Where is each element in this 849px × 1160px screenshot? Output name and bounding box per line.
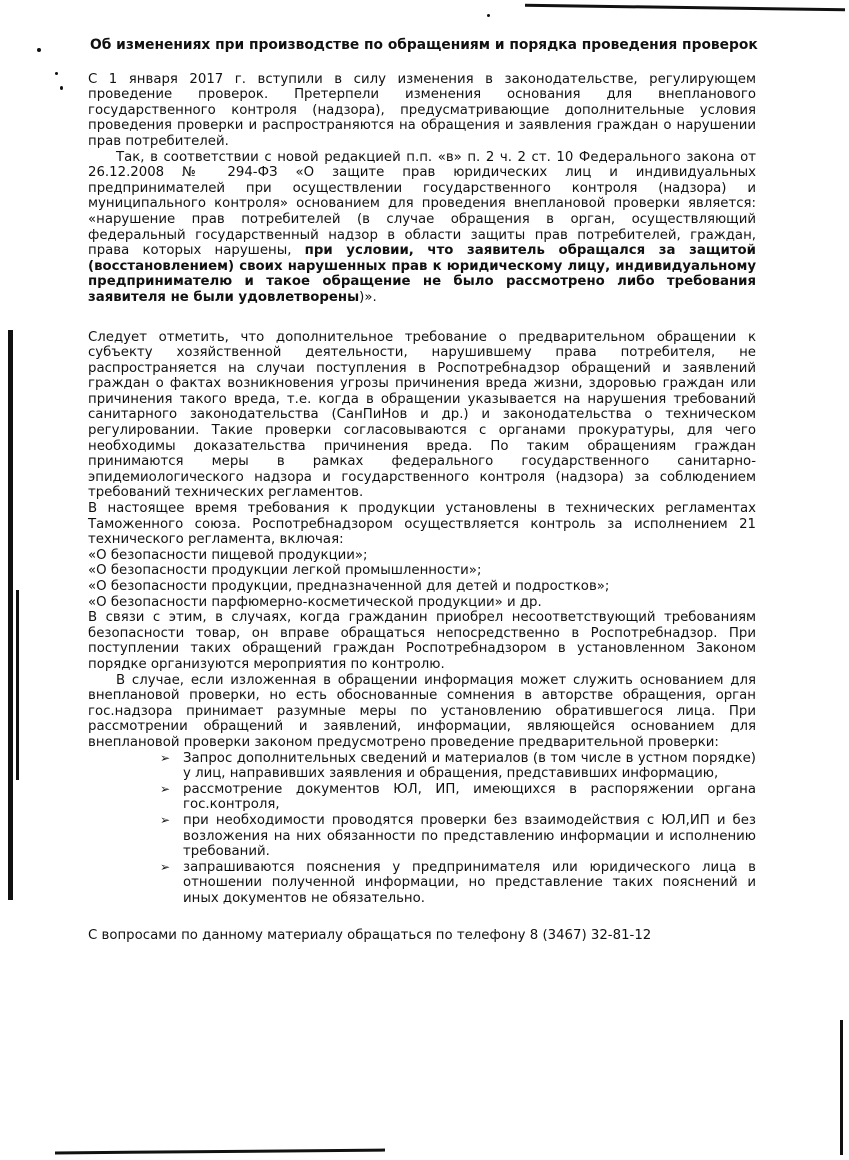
scan-line-top [525, 4, 845, 11]
scan-dot [60, 86, 63, 90]
document-body [88, 38, 756, 944]
regulation-item: «О безопасности продукции, предназначенной для детей и подростков»; [88, 579, 610, 594]
scan-margin-bar [16, 590, 19, 780]
paragraph-exception: Следует отметить, что дополнительное требование о предварительном обращении к субъекту хозяйственной деятельности, нарушившему права потребителя, не распространяется на случаи поступления в Роспотребнадзор обращений и заявлений граждан о фактах возникновения угрозы причинения вреда жизни, здоровью граждан или причинения такого вреда, т.е. когда в обращении указывается на нарушения требований санитарного законодательства (СанПиНов и др.) и законодательства о техническом регулировании. Такие проверки согласовываются с органами прокуратуры, для чего необходимы доказательства причинения вреда. По таким обращениям граждан принимаются меры в рамках федерального государственного санитарно-эпидемиологического надзора и государственного контроля (надзора) за соблюдением требований технических регламентов. [88, 329, 756, 501]
paragraph-preliminary-check: В случае, если изложенная в обращении информация может служить основанием для внеплановой проверки, но есть обоснованные сомнения в авторстве обращения, орган гос.надзора принимает разумные меры по установлению обратившегося лица. При рассмотрении обращений и заявлений, информации, являющейся основанием для внеплановой проверки законом предусмотрено проведение предварительной проверки: [88, 672, 756, 750]
regulation-item: «О безопасности парфюмерно-косметической продукции» и др. [88, 594, 542, 610]
list-item-text: Запрос дополнительных сведений и материалов (в том числе в устном порядке) у лиц, направивших заявления и обращения, представивших информацию, [183, 750, 756, 782]
paragraph-direct-appeal: В связи с этим, в случаях, когда гражданин приобрел несоответствующий требованиям безопасности товар, он вправе обращаться непосредственно в Роспотребнадзор. При поступлении таких обращений граждан Роспотребнадзором в установленном Законом порядке организуются мероприятия по контролю. [88, 610, 756, 672]
list-item-text: запрашиваются пояснения у предпринимателя или юридического лица в отношении полученной информации, но представление таких пояснений и иных документов не обязательно. [183, 859, 756, 906]
scan-dot [487, 14, 490, 17]
bullet-arrow-icon: ➢ [160, 781, 171, 796]
preliminary-check-list [158, 751, 756, 907]
paragraph-intro: С 1 января 2017 г. вступили в силу изменения в законодательстве, регулирующем проведение проверок. Претерпели изменения основания для внепланового государственного контроля (надзора), предусматривающие дополнительные условия проведения проверки и распространяются на обращения и заявления граждан о нарушении прав потребителей. [88, 71, 756, 149]
scan-dot [55, 72, 58, 75]
scan-margin-bar [840, 1020, 843, 1155]
list-item-text: при необходимости проводятся проверки без взаимодействия с ЮЛ,ИП и без возложения на них обязанности по представлению информации и исполнению требований. [183, 812, 756, 860]
legal-basis-condition: при условии, что заявитель обращался за защитой (восстановлением) своих нарушенных прав к юридическому лицу, индивидуальному предпринимателю и такое обращение не было рассмотрено либо требования заявителя не были удовлетворены [88, 243, 756, 305]
scan-dot [37, 48, 41, 52]
list-item [158, 751, 756, 782]
list-item [158, 860, 756, 907]
list-item [158, 813, 756, 860]
paragraph-legal-basis [88, 150, 756, 306]
legal-basis-text: Так, в соответствии с новой редакцией п.п. «в» п. 2 ч. 2 ст. 10 Федерального закона от 26.12.2008 № 294-ФЗ «О защите прав юридических лиц и индивидуальных предпринимателей при осуществлении государственного контроля (надзора) и муниципального контроля» основанием для проведения внеплановой проверки является: «нарушение прав потребителей (в случае обращения в орган, осуществляющий федеральный государственный надзор в области защиты прав потребителей, граждан, права которых нарушены, [88, 149, 756, 259]
regulation-item: «О безопасности продукции легкой промышленности»; [88, 563, 482, 579]
bullet-arrow-icon: ➢ [160, 812, 171, 827]
document-title: Об изменениях при производстве по обращениям и порядка проведения проверок [90, 37, 758, 53]
paragraph-regulations: В настоящее время требования к продукции установлены в технических регламентах Таможенного союза. Роспотребнадзором осуществляется контроль за исполнением 21 технического регламента, включая: [88, 501, 756, 548]
regulation-item: «О безопасности пищевой продукции»; [88, 547, 368, 563]
scan-line-bottom [55, 1149, 385, 1155]
list-item-text: рассмотрение документов ЮЛ, ИП, имеющихся в распоряжении органа гос.контроля, [183, 781, 756, 813]
scan-margin-bar [8, 330, 13, 900]
list-item [158, 782, 756, 813]
contact-line: С вопросами по данному материалу обращаться по телефону 8 (3467) 32-81-12 [88, 928, 652, 944]
bullet-arrow-icon: ➢ [160, 859, 171, 874]
legal-basis-end: )». [359, 289, 377, 305]
regulation-list [88, 548, 756, 610]
spacer [88, 306, 756, 330]
bullet-arrow-icon: ➢ [160, 750, 171, 765]
